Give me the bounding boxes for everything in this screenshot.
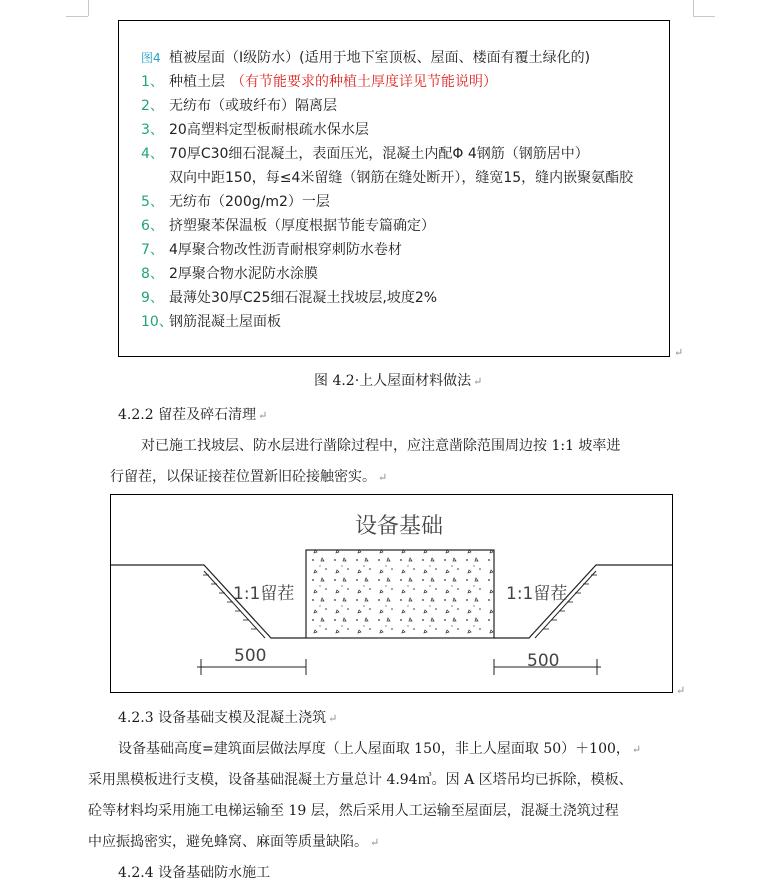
material-item <box>141 217 435 235</box>
material-item-note: （有节能要求的种植土厚度详见节能说明） <box>231 74 497 90</box>
right-dimension-label: 500 <box>527 651 560 671</box>
material-item-number: 7、 <box>141 242 164 258</box>
material-item-number: 4、 <box>141 146 164 162</box>
left-slope-hatch <box>204 571 265 638</box>
material-item-text: 钢筋混凝土屋面板 <box>169 314 281 330</box>
crop-mark-right <box>693 0 694 16</box>
material-item-text: 种植土层 <box>169 74 225 90</box>
foundation-title: 设备基础 <box>355 514 444 539</box>
paragraph-mark: ↵ <box>676 684 686 697</box>
material-item-number: 2、 <box>141 98 164 114</box>
equipment-foundation-figure <box>110 494 673 693</box>
section-heading-424: 4.2.4 设备基础防水施工 <box>118 865 271 881</box>
material-item-text: 挤塑聚苯保温板（厚度根据节能专篇确定） <box>169 218 435 234</box>
material-item-number: 9、 <box>141 290 164 306</box>
material-item-number: 3、 <box>141 122 164 138</box>
material-item-text: 无纺布（200g/m2）一层 <box>169 194 330 210</box>
material-item-number: 6、 <box>141 218 164 234</box>
material-item <box>141 193 330 211</box>
figure-caption: 图 4.2·上人屋面材料做法 ↵ <box>314 373 483 389</box>
material-item-number: 1、 <box>141 74 164 90</box>
material-item <box>141 289 437 307</box>
foundation-drawing <box>111 495 672 692</box>
right-slope-hatch <box>535 571 596 638</box>
section-heading-423: 4.2.3 设备基础支模及混凝土浇筑 ↵ <box>118 710 338 726</box>
material-item-text: 4厚聚合物改性沥青耐根穿刺防水卷材 <box>169 242 402 258</box>
figure-header: 图4 植被屋面（Ⅰ级防水）(适用于地下室顶板、屋面、楼面有覆土绿化的) <box>141 50 591 66</box>
material-item-text: 双向中距150，每≤4米留缝（钢筋在缝处断开），缝宽15，缝内嵌聚氨酯胶 <box>169 170 634 186</box>
paragraph-mark: ↵ <box>674 346 684 359</box>
material-item-text: 2厚聚合物水泥防水涂膜 <box>169 266 318 282</box>
right-slope-label: 1:1留茬 <box>506 584 568 604</box>
material-item-text: 20高塑料定型板耐根疏水保水层 <box>169 122 369 138</box>
paragraph-422-line1: 对已施工找坡层、防水层进行凿除过程中，应注意凿除范围周边按 1:1 坡率进 <box>141 438 621 454</box>
material-item-number: 10、 <box>141 314 173 330</box>
material-item <box>141 169 633 187</box>
material-item-text: 无纺布（或玻纤布）隔离层 <box>169 98 337 114</box>
material-item <box>141 145 589 163</box>
paragraph-423-line4: 中应振捣密实，避免蜂窝、麻面等质量缺陷。 ↵ <box>88 834 380 850</box>
material-item-text: 最薄处30厚C25细石混凝土找坡层,坡度2% <box>169 290 438 306</box>
material-item-number: 5、 <box>141 194 164 210</box>
material-item <box>141 265 318 283</box>
paragraph-423-line1: 设备基础高度=建筑面层做法厚度（上人屋面取 150，非上人屋面取 50）＋100， ↵ <box>118 741 642 757</box>
material-item <box>141 241 402 259</box>
left-dimension-label: 500 <box>234 646 267 666</box>
crop-mark-left-h <box>66 16 88 17</box>
foundation-block <box>306 550 494 638</box>
crop-mark-left <box>88 0 89 16</box>
crop-mark-right-h <box>693 16 715 17</box>
material-item-text: 70厚C30细石混凝土，表面压光，混凝土内配Φ 4钢筋（钢筋居中） <box>169 146 589 162</box>
material-item <box>141 97 337 115</box>
paragraph-422-line2: 行留茬，以保证接茬位置新旧砼接触密实。 ↵ <box>110 469 388 485</box>
material-item <box>141 73 497 91</box>
roof-material-figure <box>118 20 670 357</box>
paragraph-423-line3: 砼等材料均采用施工电梯运输至 19 层，然后采用人工运输至屋面层，混凝土浇筑过程 <box>88 803 619 819</box>
section-heading-422: 4.2.2 留茬及碎石清理 ↵ <box>118 407 268 423</box>
paragraph-423-line2: 采用黑模板进行支模，设备基础混凝土方量总计 4.94㎥。因 A 区塔吊均已拆除，模板、 <box>88 772 633 788</box>
material-item-number: 8、 <box>141 266 164 282</box>
material-item <box>141 313 281 331</box>
left-slope-label: 1:1留茬 <box>233 584 295 604</box>
material-item <box>141 121 369 139</box>
